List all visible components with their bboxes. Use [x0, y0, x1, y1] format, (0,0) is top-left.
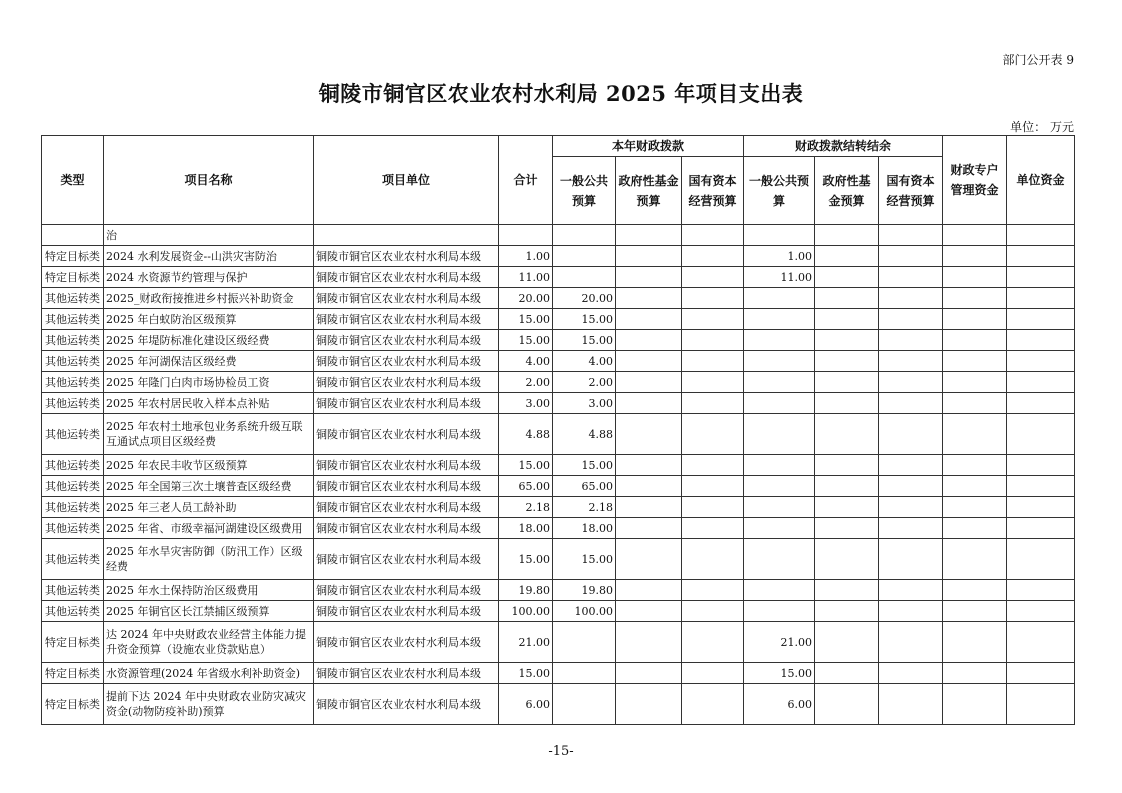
cell-cf-general-budget	[744, 518, 815, 539]
cell-special-fund	[943, 309, 1007, 330]
col-header-cf-general-budget: 一般公共预算	[744, 157, 815, 225]
cell-type: 其他运转类	[42, 351, 104, 372]
form-number-label: 部门公开表 9	[1002, 53, 1074, 67]
table-row	[42, 267, 1075, 288]
cell-type: 其他运转类	[42, 288, 104, 309]
unit-label: 单位： 万元	[1010, 120, 1074, 134]
cell-general-budget	[553, 225, 616, 246]
cell-total: 15.00	[499, 539, 553, 580]
cell-special-fund	[943, 663, 1007, 684]
cell-total: 19.80	[499, 580, 553, 601]
cell-type: 其他运转类	[42, 476, 104, 497]
cell-unit-fund	[1007, 663, 1075, 684]
cell-cf-gov-fund-budget	[815, 309, 879, 330]
cell-unit-fund	[1007, 288, 1075, 309]
cell-unit-fund	[1007, 393, 1075, 414]
cell-cf-general-budget	[744, 351, 815, 372]
cell-cf-state-capital-budget	[879, 455, 943, 476]
cell-state-capital-budget	[682, 539, 744, 580]
cell-project-name: 2025 年铜官区长江禁捕区级预算	[104, 601, 314, 622]
cell-unit-fund	[1007, 622, 1075, 663]
cell-project-unit: 铜陵市铜官区农业农村水利局本级	[314, 663, 499, 684]
cell-gov-fund-budget	[616, 622, 682, 663]
cell-cf-state-capital-budget	[879, 518, 943, 539]
cell-cf-state-capital-budget	[879, 225, 943, 246]
cell-cf-general-budget: 11.00	[744, 267, 815, 288]
col-header-gov-fund-budget: 政府性基金预算	[616, 157, 682, 225]
cell-cf-state-capital-budget	[879, 476, 943, 497]
cell-state-capital-budget	[682, 225, 744, 246]
cell-general-budget: 65.00	[553, 476, 616, 497]
cell-cf-state-capital-budget	[879, 393, 943, 414]
cell-cf-state-capital-budget	[879, 288, 943, 309]
cell-state-capital-budget	[682, 497, 744, 518]
table-row	[42, 539, 1075, 580]
cell-cf-general-budget	[744, 601, 815, 622]
cell-cf-general-budget	[744, 330, 815, 351]
cell-cf-state-capital-budget	[879, 663, 943, 684]
cell-general-budget: 2.00	[553, 372, 616, 393]
cell-project-unit: 铜陵市铜官区农业农村水利局本级	[314, 601, 499, 622]
cell-cf-gov-fund-budget	[815, 393, 879, 414]
cell-cf-general-budget	[744, 414, 815, 455]
cell-cf-general-budget: 21.00	[744, 622, 815, 663]
cell-cf-general-budget	[744, 372, 815, 393]
cell-total: 21.00	[499, 622, 553, 663]
cell-unit-fund	[1007, 684, 1075, 725]
cell-general-budget	[553, 246, 616, 267]
cell-special-fund	[943, 601, 1007, 622]
cell-special-fund	[943, 288, 1007, 309]
cell-cf-general-budget	[744, 476, 815, 497]
cell-unit-fund	[1007, 539, 1075, 580]
cell-project-name: 提前下达 2024 年中央财政农业防灾减灾资金(动物防疫补助)预算	[104, 684, 314, 725]
page-number: -15-	[548, 744, 574, 759]
cell-gov-fund-budget	[616, 372, 682, 393]
cell-special-fund	[943, 539, 1007, 580]
cell-cf-gov-fund-budget	[815, 663, 879, 684]
table-row	[42, 476, 1075, 497]
cell-gov-fund-budget	[616, 539, 682, 580]
cell-project-name: 2025 年农民丰收节区级预算	[104, 455, 314, 476]
cell-total: 65.00	[499, 476, 553, 497]
col-header-total: 合计	[499, 136, 553, 225]
cell-project-unit: 铜陵市铜官区农业农村水利局本级	[314, 288, 499, 309]
cell-project-name: 2024 水资源节约管理与保护	[104, 267, 314, 288]
cell-type: 其他运转类	[42, 455, 104, 476]
cell-project-name: 水资源管理(2024 年省级水利补助资金)	[104, 663, 314, 684]
cell-gov-fund-budget	[616, 497, 682, 518]
cell-total: 15.00	[499, 309, 553, 330]
cell-special-fund	[943, 518, 1007, 539]
col-header-project-unit: 项目单位	[314, 136, 499, 225]
col-header-general-budget: 一般公共预算	[553, 157, 616, 225]
cell-state-capital-budget	[682, 246, 744, 267]
cell-cf-general-budget	[744, 455, 815, 476]
cell-gov-fund-budget	[616, 351, 682, 372]
cell-general-budget: 3.00	[553, 393, 616, 414]
cell-cf-gov-fund-budget	[815, 351, 879, 372]
cell-cf-general-budget	[744, 497, 815, 518]
col-header-type: 类型	[42, 136, 104, 225]
cell-cf-state-capital-budget	[879, 601, 943, 622]
cell-cf-general-budget: 6.00	[744, 684, 815, 725]
page-title: 铜陵市铜官区农业农村水利局 2025 年项目支出表	[318, 81, 804, 106]
col-header-special-fund: 财政专户管理资金	[943, 136, 1007, 225]
cell-cf-state-capital-budget	[879, 330, 943, 351]
col-header-cf-state-capital-budget: 国有资本经营预算	[879, 157, 943, 225]
cell-project-name: 2025 年水土保持防治区级费用	[104, 580, 314, 601]
cell-state-capital-budget	[682, 267, 744, 288]
cell-cf-state-capital-budget	[879, 309, 943, 330]
cell-cf-state-capital-budget	[879, 580, 943, 601]
cell-type: 其他运转类	[42, 330, 104, 351]
cell-type: 其他运转类	[42, 580, 104, 601]
table-row	[42, 330, 1075, 351]
cell-cf-gov-fund-budget	[815, 267, 879, 288]
cell-project-unit: 铜陵市铜官区农业农村水利局本级	[314, 330, 499, 351]
project-expenditure-table	[41, 135, 1075, 725]
cell-cf-general-budget	[744, 225, 815, 246]
table-row	[42, 455, 1075, 476]
cell-project-name: 2025 年水旱灾害防御（防汛工作）区级经费	[104, 539, 314, 580]
cell-general-budget	[553, 684, 616, 725]
cell-total: 1.00	[499, 246, 553, 267]
col-header-cf-gov-fund-budget: 政府性基金预算	[815, 157, 879, 225]
cell-general-budget: 20.00	[553, 288, 616, 309]
cell-gov-fund-budget	[616, 476, 682, 497]
cell-cf-general-budget	[744, 309, 815, 330]
table-row	[42, 663, 1075, 684]
cell-total: 18.00	[499, 518, 553, 539]
cell-cf-state-capital-budget	[879, 497, 943, 518]
table-row	[42, 414, 1075, 455]
cell-cf-gov-fund-budget	[815, 455, 879, 476]
cell-cf-state-capital-budget	[879, 414, 943, 455]
cell-type: 其他运转类	[42, 601, 104, 622]
cell-gov-fund-budget	[616, 580, 682, 601]
cell-cf-gov-fund-budget	[815, 476, 879, 497]
cell-project-unit: 铜陵市铜官区农业农村水利局本级	[314, 351, 499, 372]
cell-unit-fund	[1007, 497, 1075, 518]
cell-type: 特定目标类	[42, 684, 104, 725]
cell-cf-gov-fund-budget	[815, 372, 879, 393]
cell-state-capital-budget	[682, 351, 744, 372]
cell-unit-fund	[1007, 267, 1075, 288]
cell-special-fund	[943, 267, 1007, 288]
cell-general-budget	[553, 267, 616, 288]
cell-total: 15.00	[499, 455, 553, 476]
cell-general-budget: 2.18	[553, 497, 616, 518]
cell-type: 其他运转类	[42, 414, 104, 455]
cell-state-capital-budget	[682, 601, 744, 622]
cell-project-unit: 铜陵市铜官区农业农村水利局本级	[314, 372, 499, 393]
cell-type: 其他运转类	[42, 497, 104, 518]
table-row	[42, 309, 1075, 330]
cell-cf-state-capital-budget	[879, 622, 943, 663]
cell-project-name: 达 2024 年中央财政农业经营主体能力提升资金预算（设施农业贷款贴息）	[104, 622, 314, 663]
cell-cf-general-budget	[744, 539, 815, 580]
cell-project-unit: 铜陵市铜官区农业农村水利局本级	[314, 518, 499, 539]
cell-type: 其他运转类	[42, 309, 104, 330]
cell-project-name: 2025 年白蚁防治区级预算	[104, 309, 314, 330]
cell-project-unit: 铜陵市铜官区农业农村水利局本级	[314, 393, 499, 414]
cell-special-fund	[943, 684, 1007, 725]
cell-cf-general-budget	[744, 580, 815, 601]
cell-state-capital-budget	[682, 580, 744, 601]
cell-cf-state-capital-budget	[879, 372, 943, 393]
cell-general-budget: 19.80	[553, 580, 616, 601]
table-row	[42, 518, 1075, 539]
cell-gov-fund-budget	[616, 267, 682, 288]
cell-state-capital-budget	[682, 622, 744, 663]
cell-gov-fund-budget	[616, 663, 682, 684]
cell-cf-state-capital-budget	[879, 267, 943, 288]
cell-general-budget: 15.00	[553, 330, 616, 351]
cell-project-unit	[314, 225, 499, 246]
cell-project-name: 2025 年农村居民收入样本点补贴	[104, 393, 314, 414]
cell-type	[42, 225, 104, 246]
table-row	[42, 580, 1075, 601]
cell-special-fund	[943, 330, 1007, 351]
col-header-unit-fund: 单位资金	[1007, 136, 1075, 225]
cell-cf-gov-fund-budget	[815, 225, 879, 246]
col-header-project-name: 项目名称	[104, 136, 314, 225]
cell-state-capital-budget	[682, 518, 744, 539]
cell-gov-fund-budget	[616, 288, 682, 309]
cell-gov-fund-budget	[616, 601, 682, 622]
table-row	[42, 497, 1075, 518]
table-row	[42, 622, 1075, 663]
cell-cf-gov-fund-budget	[815, 684, 879, 725]
col-group-carryover: 财政拨款结转结余	[744, 136, 943, 157]
cell-general-budget: 15.00	[553, 455, 616, 476]
cell-cf-gov-fund-budget	[815, 601, 879, 622]
cell-state-capital-budget	[682, 455, 744, 476]
cell-total: 15.00	[499, 330, 553, 351]
cell-unit-fund	[1007, 246, 1075, 267]
cell-general-budget: 15.00	[553, 309, 616, 330]
cell-project-name: 2025 年农村土地承包业务系统升级互联互通试点项目区级经费	[104, 414, 314, 455]
cell-project-name: 2025 年三老人员工龄补助	[104, 497, 314, 518]
col-header-state-capital-budget: 国有资本经营预算	[682, 157, 744, 225]
cell-project-unit: 铜陵市铜官区农业农村水利局本级	[314, 246, 499, 267]
cell-cf-general-budget	[744, 288, 815, 309]
cell-special-fund	[943, 476, 1007, 497]
cell-project-unit: 铜陵市铜官区农业农村水利局本级	[314, 622, 499, 663]
table-row	[42, 601, 1075, 622]
cell-unit-fund	[1007, 455, 1075, 476]
table-row	[42, 246, 1075, 267]
cell-project-unit: 铜陵市铜官区农业农村水利局本级	[314, 539, 499, 580]
cell-gov-fund-budget	[616, 330, 682, 351]
cell-total: 4.88	[499, 414, 553, 455]
cell-total: 11.00	[499, 267, 553, 288]
cell-general-budget: 4.88	[553, 414, 616, 455]
cell-gov-fund-budget	[616, 246, 682, 267]
cell-type: 特定目标类	[42, 246, 104, 267]
cell-type: 特定目标类	[42, 663, 104, 684]
cell-cf-state-capital-budget	[879, 351, 943, 372]
cell-special-fund	[943, 497, 1007, 518]
cell-cf-general-budget: 15.00	[744, 663, 815, 684]
cell-type: 其他运转类	[42, 539, 104, 580]
cell-project-unit: 铜陵市铜官区农业农村水利局本级	[314, 414, 499, 455]
cell-total: 6.00	[499, 684, 553, 725]
cell-cf-gov-fund-budget	[815, 539, 879, 580]
cell-unit-fund	[1007, 601, 1075, 622]
cell-gov-fund-budget	[616, 414, 682, 455]
cell-type: 其他运转类	[42, 518, 104, 539]
cell-special-fund	[943, 414, 1007, 455]
cell-general-budget: 15.00	[553, 539, 616, 580]
cell-general-budget	[553, 663, 616, 684]
cell-unit-fund	[1007, 518, 1075, 539]
cell-state-capital-budget	[682, 663, 744, 684]
cell-unit-fund	[1007, 330, 1075, 351]
cell-project-unit: 铜陵市铜官区农业农村水利局本级	[314, 476, 499, 497]
cell-gov-fund-budget	[616, 393, 682, 414]
cell-cf-gov-fund-budget	[815, 414, 879, 455]
cell-state-capital-budget	[682, 393, 744, 414]
cell-special-fund	[943, 393, 1007, 414]
cell-gov-fund-budget	[616, 455, 682, 476]
cell-state-capital-budget	[682, 372, 744, 393]
cell-project-unit: 铜陵市铜官区农业农村水利局本级	[314, 309, 499, 330]
cell-special-fund	[943, 372, 1007, 393]
cell-unit-fund	[1007, 414, 1075, 455]
cell-cf-state-capital-budget	[879, 246, 943, 267]
cell-cf-gov-fund-budget	[815, 330, 879, 351]
col-group-current-year: 本年财政拨款	[553, 136, 744, 157]
cell-cf-state-capital-budget	[879, 539, 943, 580]
cell-special-fund	[943, 246, 1007, 267]
cell-project-name: 2025 年隆门白肉市场协检员工资	[104, 372, 314, 393]
cell-project-name: 治	[104, 225, 314, 246]
cell-project-unit: 铜陵市铜官区农业农村水利局本级	[314, 267, 499, 288]
cell-type: 特定目标类	[42, 622, 104, 663]
cell-gov-fund-budget	[616, 225, 682, 246]
cell-state-capital-budget	[682, 684, 744, 725]
table-body	[42, 225, 1075, 725]
cell-cf-gov-fund-budget	[815, 497, 879, 518]
cell-state-capital-budget	[682, 309, 744, 330]
cell-cf-gov-fund-budget	[815, 580, 879, 601]
cell-general-budget: 100.00	[553, 601, 616, 622]
table-row	[42, 372, 1075, 393]
cell-state-capital-budget	[682, 288, 744, 309]
cell-special-fund	[943, 351, 1007, 372]
cell-cf-state-capital-budget	[879, 684, 943, 725]
cell-project-unit: 铜陵市铜官区农业农村水利局本级	[314, 684, 499, 725]
table-row	[42, 393, 1075, 414]
cell-general-budget	[553, 622, 616, 663]
cell-type: 其他运转类	[42, 393, 104, 414]
cell-project-unit: 铜陵市铜官区农业农村水利局本级	[314, 580, 499, 601]
cell-unit-fund	[1007, 309, 1075, 330]
cell-state-capital-budget	[682, 330, 744, 351]
cell-project-name: 2025 年省、市级幸福河湖建设区级费用	[104, 518, 314, 539]
cell-general-budget: 4.00	[553, 351, 616, 372]
cell-gov-fund-budget	[616, 309, 682, 330]
cell-total: 4.00	[499, 351, 553, 372]
cell-total: 20.00	[499, 288, 553, 309]
cell-state-capital-budget	[682, 476, 744, 497]
cell-cf-gov-fund-budget	[815, 622, 879, 663]
cell-cf-general-budget	[744, 393, 815, 414]
cell-unit-fund	[1007, 225, 1075, 246]
cell-cf-general-budget: 1.00	[744, 246, 815, 267]
table-row	[42, 684, 1075, 725]
cell-cf-gov-fund-budget	[815, 518, 879, 539]
cell-type: 特定目标类	[42, 267, 104, 288]
cell-unit-fund	[1007, 372, 1075, 393]
cell-total	[499, 225, 553, 246]
table-row	[42, 288, 1075, 309]
cell-special-fund	[943, 225, 1007, 246]
cell-type: 其他运转类	[42, 372, 104, 393]
cell-general-budget: 18.00	[553, 518, 616, 539]
cell-project-name: 2025_财政衔接推进乡村振兴补助资金	[104, 288, 314, 309]
cell-total: 3.00	[499, 393, 553, 414]
cell-project-name: 2025 年河湖保洁区级经费	[104, 351, 314, 372]
cell-cf-gov-fund-budget	[815, 246, 879, 267]
cell-project-unit: 铜陵市铜官区农业农村水利局本级	[314, 455, 499, 476]
cell-project-name: 2024 水利发展资金--山洪灾害防治	[104, 246, 314, 267]
cell-unit-fund	[1007, 476, 1075, 497]
cell-gov-fund-budget	[616, 518, 682, 539]
cell-unit-fund	[1007, 580, 1075, 601]
cell-special-fund	[943, 580, 1007, 601]
cell-total: 2.00	[499, 372, 553, 393]
cell-total: 2.18	[499, 497, 553, 518]
table-row	[42, 351, 1075, 372]
cell-total: 100.00	[499, 601, 553, 622]
table-row	[42, 225, 1075, 246]
cell-special-fund	[943, 622, 1007, 663]
cell-unit-fund	[1007, 351, 1075, 372]
cell-cf-gov-fund-budget	[815, 288, 879, 309]
cell-total: 15.00	[499, 663, 553, 684]
cell-project-unit: 铜陵市铜官区农业农村水利局本级	[314, 497, 499, 518]
cell-gov-fund-budget	[616, 684, 682, 725]
cell-project-name: 2025 年堤防标准化建设区级经费	[104, 330, 314, 351]
cell-special-fund	[943, 455, 1007, 476]
cell-state-capital-budget	[682, 414, 744, 455]
cell-project-name: 2025 年全国第三次土壤普查区级经费	[104, 476, 314, 497]
